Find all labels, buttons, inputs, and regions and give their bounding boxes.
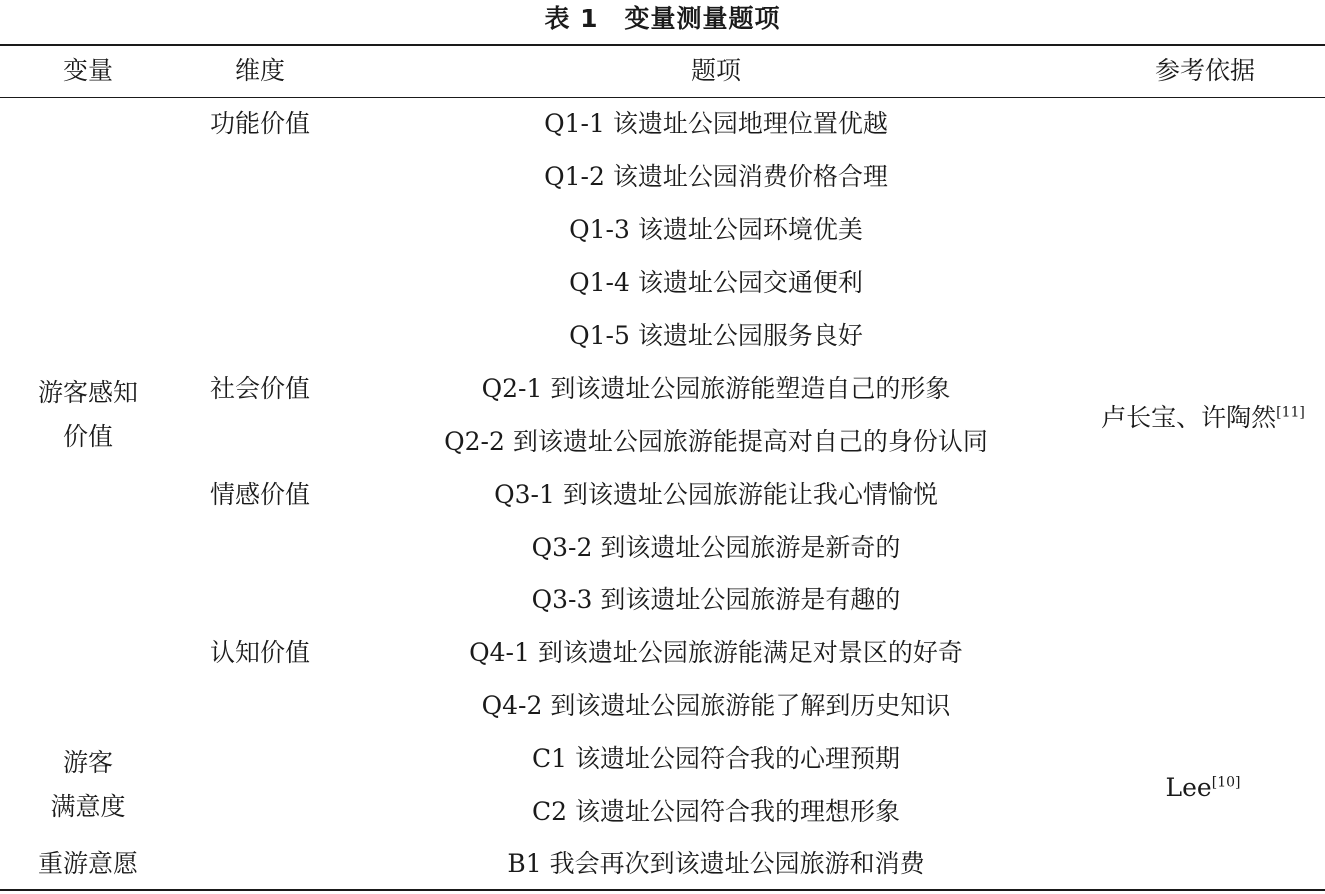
item-q2-1: Q2-1 到该遗址公园旅游能塑造自己的形象 (481, 374, 951, 403)
table-caption-label: 表 1 (544, 4, 599, 33)
variable-satisfaction-line1: 游客 (62, 748, 114, 777)
item-q2-2: Q2-2 到该遗址公园旅游能提高对自己的身份认同 (444, 427, 988, 456)
dimension-cognitive: 认知价值 (209, 638, 311, 667)
reference-lee (1166, 771, 1241, 805)
header-rule (0, 97, 1325, 98)
citation-10: [10] (1211, 774, 1241, 791)
header-items: 题项 (690, 56, 742, 85)
item-q1-2: Q1-2 该遗址公园消费价格合理 (544, 162, 888, 191)
dimension-functional: 功能价值 (209, 109, 311, 138)
table-caption-title: 变量测量题项 (624, 4, 781, 33)
bottom-rule (0, 889, 1325, 891)
variable-perceived-value-line2: 价值 (62, 422, 114, 451)
item-q4-1: Q4-1 到该遗址公园旅游能满足对景区的好奇 (469, 638, 963, 667)
citation-11: [11] (1276, 404, 1305, 421)
item-q1-5: Q1-5 该遗址公园服务良好 (569, 321, 863, 350)
header-dimension: 维度 (234, 56, 286, 85)
item-q3-1: Q3-1 到该遗址公园旅游能让我心情愉悦 (494, 480, 938, 509)
reference-lu-xu-text: 卢长宝、许陶然 (1101, 403, 1277, 432)
variable-satisfaction-line2: 满意度 (50, 792, 126, 821)
item-c1: C1 该遗址公园符合我的心理预期 (532, 744, 900, 773)
item-b1: B1 我会再次到该遗址公园旅游和消费 (507, 849, 925, 878)
item-q3-2: Q3-2 到该遗址公园旅游是新奇的 (531, 533, 901, 562)
reference-lu-xu (1101, 401, 1305, 435)
dimension-emotional: 情感价值 (209, 480, 311, 509)
reference-lee-text: Lee (1165, 773, 1212, 802)
item-q3-3: Q3-3 到该遗址公园旅游是有趣的 (531, 585, 901, 614)
item-q1-3: Q1-3 该遗址公园环境优美 (569, 215, 863, 244)
item-q1-4: Q1-4 该遗址公园交通便利 (569, 268, 863, 297)
variable-perceived-value-line1: 游客感知 (37, 378, 139, 407)
table-caption (0, 2, 1325, 36)
item-c2: C2 该遗址公园符合我的理想形象 (532, 797, 900, 826)
header-variable: 变量 (62, 56, 114, 85)
item-q1-1: Q1-1 该遗址公园地理位置优越 (544, 109, 888, 138)
variable-revisit-intention: 重游意愿 (37, 849, 139, 878)
header-reference: 参考依据 (1154, 56, 1256, 85)
dimension-social: 社会价值 (209, 374, 311, 403)
item-q4-2: Q4-2 到该遗址公园旅游能了解到历史知识 (481, 691, 951, 720)
top-rule (0, 44, 1325, 46)
